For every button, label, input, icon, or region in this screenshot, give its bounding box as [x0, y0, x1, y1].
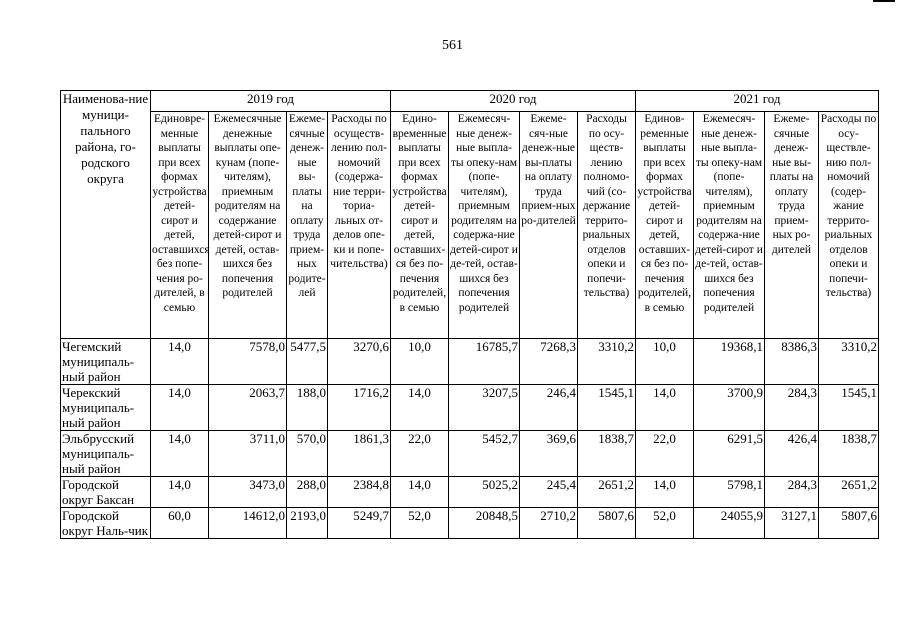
- col-header-monthly-guardians: Ежемесячные денежные выплаты опе-кунам (попе-чителям), приемным родителям на содержание детей-сирот и детей, остав-шихся без попечения родителей: [209, 112, 287, 339]
- table-row: [61, 477, 879, 508]
- year-header-2019: 2019 год: [151, 91, 391, 112]
- cell-value: 60,0: [151, 508, 209, 539]
- col-header-monthly-guardians: Ежемесяч-ные денеж-ные выпла-ты опеку-нам (попе-чителям), приемным родителям на содержа-ние детей-сирот и де-тей, остав-шихся без попечения родителей: [694, 112, 765, 339]
- row-header: Наименова-ние муници-пального района, го-родского округа: [61, 91, 151, 339]
- cell-value: 14612,0: [209, 508, 287, 539]
- cell-value: 14,0: [391, 477, 449, 508]
- cell-value: 188,0: [287, 385, 328, 431]
- cell-value: 14,0: [391, 385, 449, 431]
- row-name: Городской округ Наль-чик: [61, 508, 151, 539]
- cell-value: 10,0: [636, 339, 694, 385]
- cell-value: 3310,2: [578, 339, 636, 385]
- cell-value: 5798,1: [694, 477, 765, 508]
- col-header-lump-sum: Едино-временные выплаты при всех формах устройства детей-сирот и детей, оставших-ся без по-печения родителей, в семью: [391, 112, 449, 339]
- row-name: Городской округ Баксан: [61, 477, 151, 508]
- cell-value: 245,4: [520, 477, 578, 508]
- cell-value: 8386,3: [765, 339, 819, 385]
- cell-value: 22,0: [391, 431, 449, 477]
- cell-value: 52,0: [391, 508, 449, 539]
- cell-value: 7578,0: [209, 339, 287, 385]
- cell-value: 14,0: [151, 477, 209, 508]
- cell-value: 2710,2: [520, 508, 578, 539]
- cell-value: 369,6: [520, 431, 578, 477]
- cell-value: 14,0: [151, 385, 209, 431]
- table-row: [61, 385, 879, 431]
- cell-value: 2063,7: [209, 385, 287, 431]
- cell-value: 5025,2: [449, 477, 520, 508]
- cell-value: 3207,5: [449, 385, 520, 431]
- cell-value: 6291,5: [694, 431, 765, 477]
- col-header-monthly-guardians: Ежемесяч-ные денеж-ные выпла-ты опеку-нам (попе-чителям), приемным родителям на содержа-ние детей-сирот и де-тей, остав-шихся без попечения родителей: [449, 112, 520, 339]
- table-row: [61, 508, 879, 539]
- row-name: Эльбрусский муниципаль-ный район: [61, 431, 151, 477]
- col-header-admin-expenses: Расходы по осуществ-лению пол-номочий (содержа-ние терри-ториа-льных от-делов опе-ки и попе-чительства): [328, 112, 391, 339]
- cell-value: 5807,6: [578, 508, 636, 539]
- cell-value: 1716,2: [328, 385, 391, 431]
- table-row: [61, 431, 879, 477]
- cell-value: 5807,6: [819, 508, 879, 539]
- cell-value: 426,4: [765, 431, 819, 477]
- cell-value: 3270,6: [328, 339, 391, 385]
- cell-value: 2651,2: [578, 477, 636, 508]
- cell-value: 20848,5: [449, 508, 520, 539]
- cell-value: 2193,0: [287, 508, 328, 539]
- col-header-lump-sum: Единов-ременные выплаты при всех формах устройства детей-сирот и детей, оставших-ся без по-печения родителей, в семью: [636, 112, 694, 339]
- cell-value: 5452,7: [449, 431, 520, 477]
- cell-value: 3711,0: [209, 431, 287, 477]
- cell-value: 284,3: [765, 385, 819, 431]
- row-name: Чегемский муниципаль-ный район: [61, 339, 151, 385]
- cell-value: 16785,7: [449, 339, 520, 385]
- cell-value: 1838,7: [578, 431, 636, 477]
- cell-value: 2651,2: [819, 477, 879, 508]
- cell-value: 5249,7: [328, 508, 391, 539]
- cell-value: 7268,3: [520, 339, 578, 385]
- cell-value: 22,0: [636, 431, 694, 477]
- cell-value: 3310,2: [819, 339, 879, 385]
- budget-table: [60, 90, 879, 539]
- cell-value: 3700,9: [694, 385, 765, 431]
- cell-value: 14,0: [151, 431, 209, 477]
- cell-value: 14,0: [151, 339, 209, 385]
- cell-value: 24055,9: [694, 508, 765, 539]
- cell-value: 3127,1: [765, 508, 819, 539]
- col-header-monthly-foster-pay: Ежеме-сячные денеж-ные вы-платы на оплату труда прием-ных ро-дителей: [765, 112, 819, 339]
- col-header-lump-sum: Единовре-менные выплаты при всех формах устройства детей-сирот и детей, оставшихся без попе-чения ро-дителей, в семью: [151, 112, 209, 339]
- cell-value: 570,0: [287, 431, 328, 477]
- cell-value: 10,0: [391, 339, 449, 385]
- table-row: [61, 339, 879, 385]
- cell-value: 246,4: [520, 385, 578, 431]
- cell-value: 1545,1: [578, 385, 636, 431]
- year-header-2021: 2021 год: [636, 91, 879, 112]
- cell-value: 3473,0: [209, 477, 287, 508]
- cell-value: 52,0: [636, 508, 694, 539]
- cell-value: 2384,8: [328, 477, 391, 508]
- cell-value: 14,0: [636, 477, 694, 508]
- cell-value: 19368,1: [694, 339, 765, 385]
- corner-mark: [873, 0, 895, 2]
- cell-value: 1861,3: [328, 431, 391, 477]
- cell-value: 1545,1: [819, 385, 879, 431]
- cell-value: 288,0: [287, 477, 328, 508]
- col-header-admin-expenses: Расходы по осу-ществле-нию пол-номочий (содер-жание террито-риальных отделов опеки и попечи-тельства): [819, 112, 879, 339]
- col-header-monthly-foster-pay: Ежеме-сячные денеж-ные вы-платы на оплату труда прием-ных родите-лей: [287, 112, 328, 339]
- cell-value: 5477,5: [287, 339, 328, 385]
- col-header-monthly-foster-pay: Ежеме-сяч-ные денеж-ные вы-платы на оплату труда прием-ных ро-дителей: [520, 112, 578, 339]
- cell-value: 284,3: [765, 477, 819, 508]
- row-name: Черекский муниципаль-ный район: [61, 385, 151, 431]
- page-number: 561: [442, 38, 463, 53]
- year-header-2020: 2020 год: [391, 91, 636, 112]
- cell-value: 1838,7: [819, 431, 879, 477]
- col-header-admin-expenses: Расходы по осу-ществ-лению полномо-чий (со-держание террито-риальных отделов опеки и попечи-тельства): [578, 112, 636, 339]
- cell-value: 14,0: [636, 385, 694, 431]
